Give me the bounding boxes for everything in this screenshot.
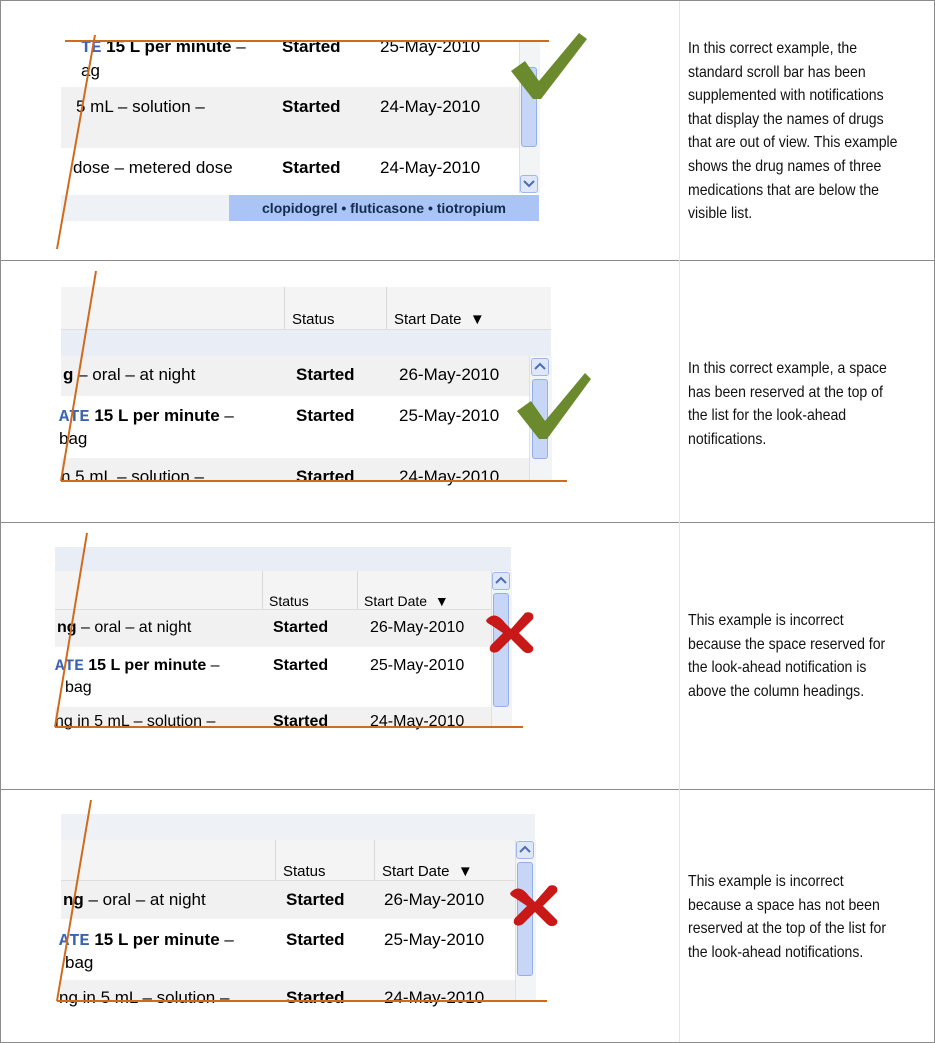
list-item-drug-line2: bag [65,953,94,972]
list-item-drug: ATE 15 L per minute – [59,930,234,951]
status-cell: Started [296,467,355,486]
list-item-drug: ng – oral – at night [63,890,206,909]
list-item-drug: ng in 5 mL – solution – [59,988,230,1007]
status-cell: Started [286,988,345,1007]
check-icon [513,371,593,443]
status-cell: Started [286,890,345,909]
column-header-start-date[interactable]: Start Date ▼ [394,311,485,328]
status-cell: Started [273,619,329,636]
status-cell: Started [282,97,341,116]
status-cell: Started [296,406,355,425]
list-item-drug-line2: ag [81,61,100,80]
column-header-start-date[interactable]: Start Date ▼ [382,863,473,880]
date-cell: 25-May-2010 [384,930,485,949]
sort-desc-icon[interactable]: ▼ [434,593,449,609]
cross-icon [483,609,539,655]
status-cell: Started [273,713,329,730]
status-cell: Started [273,657,329,674]
cross-icon [507,882,563,928]
status-cell: Started [282,37,341,56]
list-item-drug: ng – oral – at night [57,619,192,636]
status-cell: Started [282,158,341,177]
list-item-drug-line2: bag [65,679,92,696]
date-cell: 26-May-2010 [399,365,500,384]
notification-drug[interactable]: tiotropium [436,200,506,216]
date-cell: 25-May-2010 [370,657,465,674]
notification-drug[interactable]: fluticasone [350,200,425,216]
date-cell: 24-May-2010 [380,97,481,116]
date-cell: 26-May-2010 [384,890,485,909]
description-text: This example is incorrect because the space reserved for the look-ahead notification is above the column headings. [688,612,886,700]
description-text: In this correct example, the standard scroll bar has been supplemented with notifications that display the names of drugs that are out of view. This example shows the drug names of three medications that are below the visible list. [688,40,898,223]
list-item-drug: n 5 mL – solution – [61,467,205,486]
date-cell: 26-May-2010 [370,619,465,636]
description-text: This example is incorrect because a space has not been reserved at the top of the list for the look-ahead notifications. [688,873,887,961]
list-item-drug: ATE 15 L per minute – [59,406,234,427]
notification-bullet: • [427,200,433,216]
example-row-3 [1,523,934,789]
check-icon [507,31,589,103]
list-item-drug: dose – metered dose [73,158,233,177]
date-cell: 25-May-2010 [380,37,481,56]
notification-bullet: • [341,200,347,216]
description-text: In this correct example, a space has been reserved at the top of the list for the look-ahead notifications. [688,360,887,448]
figure-scroll-notification [31,31,591,253]
column-header-status[interactable]: Status [292,311,335,328]
date-cell: 24-May-2010 [370,713,465,730]
list-item-drug-line2: bag [59,429,88,448]
status-cell: Started [286,930,345,949]
example-row-2 [1,261,934,522]
list-item-drug: ng in 5 mL – solution – [55,713,216,730]
sort-desc-icon[interactable]: ▼ [457,863,473,880]
figure-reserved-above-headings [41,529,601,739]
figure-no-reserved-space [41,796,601,1016]
column-header-start-date[interactable]: Start Date ▼ [364,593,449,609]
notification-drug[interactable]: clopidogrel [262,200,338,216]
date-cell: 25-May-2010 [399,406,500,425]
example-row-4 [1,790,934,1042]
list-item-drug: g – oral – at night [63,365,196,384]
column-header-status[interactable]: Status [269,593,309,609]
sort-desc-icon[interactable]: ▼ [469,311,485,328]
example-row-1 [1,1,934,260]
date-cell: 24-May-2010 [380,158,481,177]
column-header-status[interactable]: Status [283,863,326,880]
list-item-drug: TE 15 L per minute – [81,37,246,58]
date-cell: 24-May-2010 [384,988,485,1007]
date-cell: 24-May-2010 [399,467,500,486]
list-item-drug: ATE 15 L per minute – [55,657,220,675]
status-cell: Started [296,365,355,384]
list-item-drug: 5 mL – solution – [76,97,205,116]
figure-reserved-top-space [41,267,601,517]
